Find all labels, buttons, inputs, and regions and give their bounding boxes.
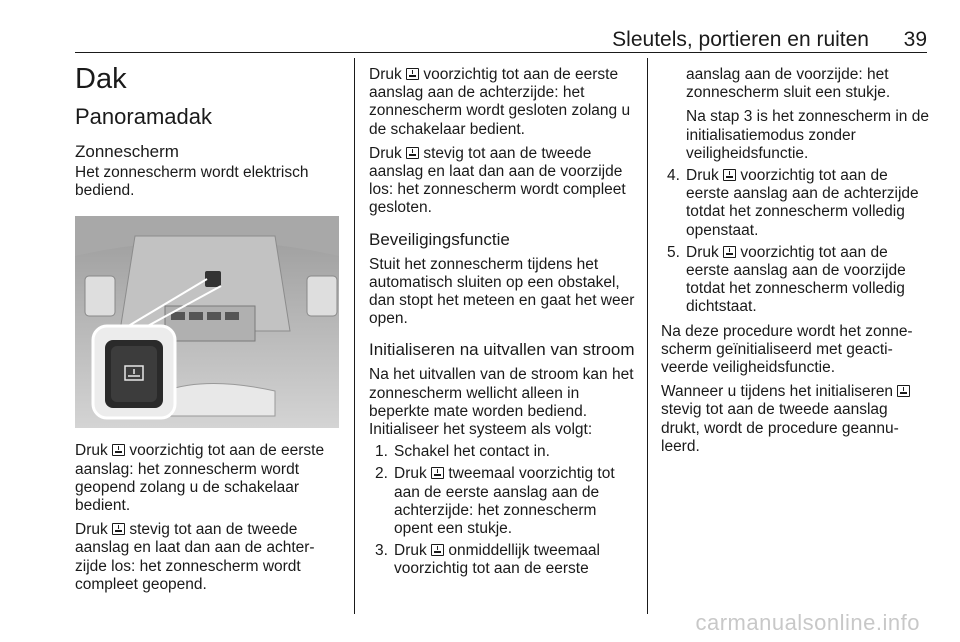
sunshade-switch-icon [897,385,910,397]
sunshade-switch-icon [112,523,125,535]
sunshade-switch-icon [431,544,444,556]
list-item: 3. Druk onmiddellijk tweemaal voorzichtig tot aan de eerste [375,542,600,578]
sunshade-switch-icon [723,169,736,181]
column-3 [661,60,929,456]
paragraph: Druk stevig tot aan de tweede aanslag en laat dan aan de achter-zijde los: het zonnescherm wordt compleet geopend. [75,521,315,593]
section-heading: Panoramadak [75,104,212,129]
watermark: carmanualsonline.info [695,610,920,635]
steps-list [369,443,635,578]
paragraph: Wanneer u tijdens het initialiseren stevig tot aan de tweede aanslag drukt, wordt de procedure geannu-leerd. [661,383,929,456]
chapter-heading: Dak [75,63,127,95]
paragraph: Druk voorzichtig tot aan de eerste aanslag: het zonnescherm wordt geopend zolang u de schakelaar bedient. [75,442,325,515]
list-continuation: aanslag aan de voorzijde: het zonnescherm sluit een stukje. [686,66,891,102]
steps-list [661,167,929,317]
page-number: 39 [903,28,927,51]
intro-paragraph: Het zonnescherm wordt elektrisch bediend. [75,164,309,200]
list-item: 4. Druk voorzichtig tot aan de eerste aanslag aan de achterzijde totdat het zonnescherm volledig openstaat. [667,167,919,239]
paragraph: Na deze procedure wordt het zonne-scherm geïnitialiseerd met geacti-veerde veiligheidsfunctie. [661,322,913,377]
list-item: 1. Schakel het contact in. [375,443,550,461]
paragraph: Druk voorzichtig tot aan de eerste aanslag aan de achterzijde: het zonnescherm wordt gesloten zolang u de schakelaar bedient. [369,66,631,138]
page-header-title: Sleutels, portieren en ruiten [612,28,869,51]
roof-switch-photo [75,216,339,428]
paragraph: Na het uitvallen van de stroom kan het zonnescherm wellicht alleen in beperkte mate worden bediend. Initialiseer het systeem als volgt: [369,366,634,439]
header-rule [75,52,927,53]
note: Na stap 3 is het zonnescherm in de initialisatiemodus zonder veiligheidsfunctie. [686,108,929,162]
sunshade-switch-icon [112,444,125,456]
column-2 [369,60,635,579]
init-heading: Initialiseren na uitvallen van stroom [369,340,635,360]
paragraph: Druk stevig tot aan de tweede aanslag en laat dan aan de voorzijde los: het zonnescherm wordt compleet gesloten. [369,144,626,217]
sunshade-switch-icon [723,246,736,258]
paragraph: Stuit het zonnescherm tijdens het automatisch sluiten op een obstakel, dan stopt het meteen en gaat het weer open. [369,255,635,328]
sunshade-switch-icon [431,467,444,479]
page-header [75,28,927,52]
list-item: 5. Druk voorzichtig tot aan de eerste aanslag aan de voorzijde totdat het zonnescherm volledig dichtstaat. [667,243,906,316]
sunshade-switch-icon [406,68,419,80]
column-divider [647,58,648,614]
list-item: 2. Druk tweemaal voorzichtig tot aan de eerste aanslag aan de achterzijde: het zonnescherm opent een stukje. [375,465,615,538]
column-divider [354,58,355,614]
column-1 [75,60,345,594]
subsection-heading: Zonnescherm [75,142,179,161]
safety-heading: Beveiligingsfunctie [369,229,510,249]
sunshade-switch-icon [406,147,419,159]
